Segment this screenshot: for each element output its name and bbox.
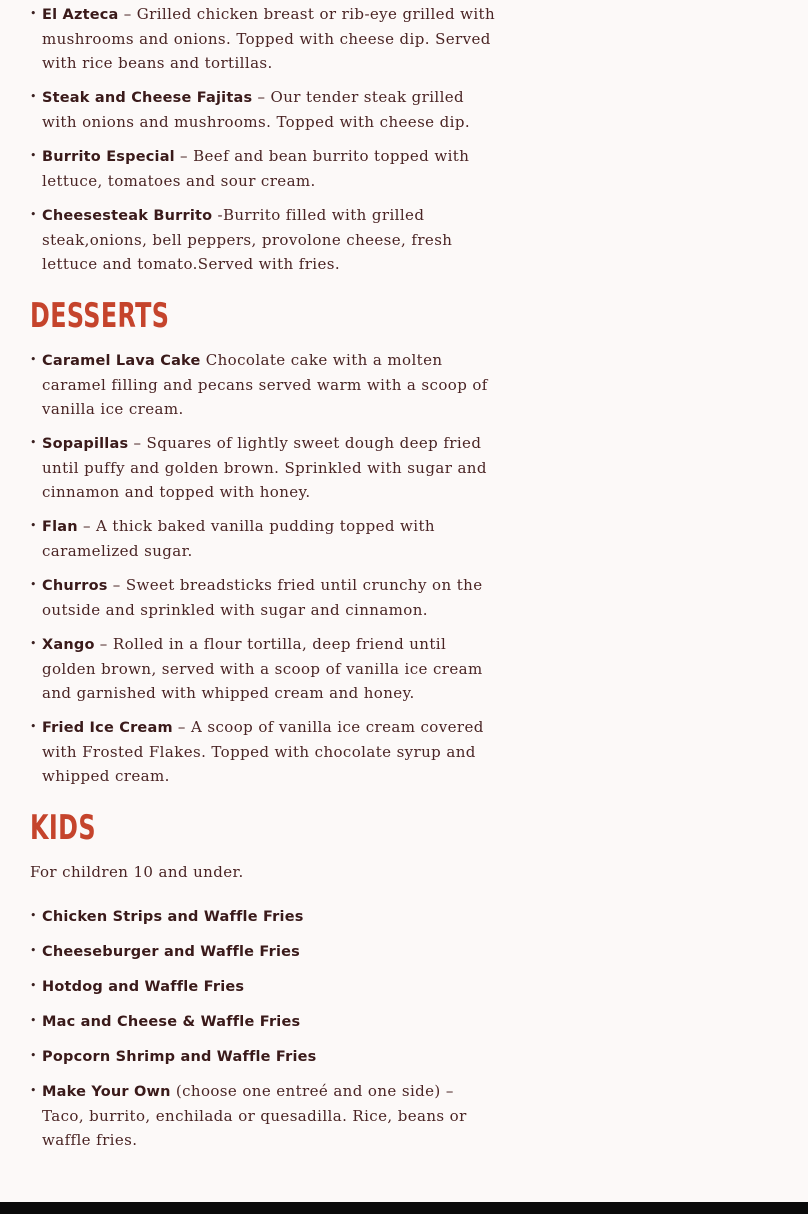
menu-item [42, 1044, 500, 1069]
item-name: Xango [42, 637, 95, 653]
menu-item [42, 144, 500, 193]
menu-item [42, 1009, 500, 1034]
item-description: Chocolate cake with a molten caramel filling and pecans served warm with a scoop of vanilla ice cream. [42, 351, 488, 418]
item-description: (choose one entreé and one side) – Taco, burrito, enchilada or quesadilla. Rice, beans or waffle fries. [42, 1082, 467, 1149]
item-name: Cheeseburger and Waffle Fries [42, 944, 300, 960]
kids-list [30, 904, 500, 1152]
menu-item [42, 514, 500, 563]
item-name: Sopapillas [42, 436, 129, 452]
item-name: Fried Ice Cream [42, 720, 173, 736]
item-name: Flan [42, 519, 78, 535]
menu-item [42, 632, 500, 705]
item-name: Make Your Own [42, 1084, 171, 1100]
item-description: – A scoop of vanilla ice cream covered with Frosted Flakes. Topped with chocolate syrup and whipped cream. [42, 718, 484, 785]
item-name: Steak and Cheese Fajitas [42, 90, 253, 106]
footer-bar [0, 1202, 808, 1214]
item-name: Cheesesteak Burrito [42, 208, 213, 224]
desserts-heading: DESSERTS [30, 296, 170, 336]
menu-item [42, 904, 500, 929]
menu-item [42, 715, 500, 788]
item-name: Chicken Strips and Waffle Fries [42, 909, 304, 925]
menu-item [42, 1079, 500, 1152]
item-name: El Azteca [42, 7, 119, 23]
menu-item [42, 85, 500, 134]
item-name: Burrito Especial [42, 149, 175, 165]
kids-heading: KIDS [30, 808, 96, 848]
item-name: Churros [42, 578, 108, 594]
menu-item [42, 573, 500, 622]
item-description: – Squares of lightly sweet dough deep fried until puffy and golden brown. Sprinkled with sugar and cinnamon and topped with honey. [42, 434, 487, 501]
menu-item [42, 203, 500, 276]
item-description: – Grilled chicken breast or rib-eye grilled with mushrooms and onions. Topped with cheese dip. Served with rice beans and tortillas. [42, 5, 496, 72]
item-description: – Sweet breadsticks fried until crunchy on the outside and sprinkled with sugar and cinnamon. [42, 576, 483, 619]
kids-intro: For children 10 and under. [30, 863, 244, 881]
item-description: -Burrito filled with grilled steak,onions, bell peppers, provolone cheese, fresh lettuce and tomato.Served with fries. [42, 206, 453, 273]
item-description: – Rolled in a flour tortilla, deep friend until golden brown, served with a scoop of vanilla ice cream and garnished with whipped cream and honey. [42, 635, 483, 702]
menu-item [42, 974, 500, 999]
item-description: – Beef and bean burrito topped with lettuce, tomatoes and sour cream. [42, 147, 470, 190]
menu-item [42, 2, 500, 75]
item-description: – A thick baked vanilla pudding topped with caramelized sugar. [42, 517, 435, 560]
menu-item [42, 939, 500, 964]
item-name: Caramel Lava Cake [42, 353, 201, 369]
item-name: Hotdog and Waffle Fries [42, 979, 245, 995]
item-description: – Our tender steak grilled with onions and mushrooms. Topped with cheese dip. [42, 88, 470, 131]
desserts-list [30, 348, 500, 788]
item-name: Mac and Cheese & Waffle Fries [42, 1014, 301, 1030]
menu-item [42, 348, 500, 421]
item-name: Popcorn Shrimp and Waffle Fries [42, 1049, 317, 1065]
menu-item [42, 431, 500, 504]
entree-list [30, 2, 500, 276]
menu-content [30, 0, 500, 1162]
